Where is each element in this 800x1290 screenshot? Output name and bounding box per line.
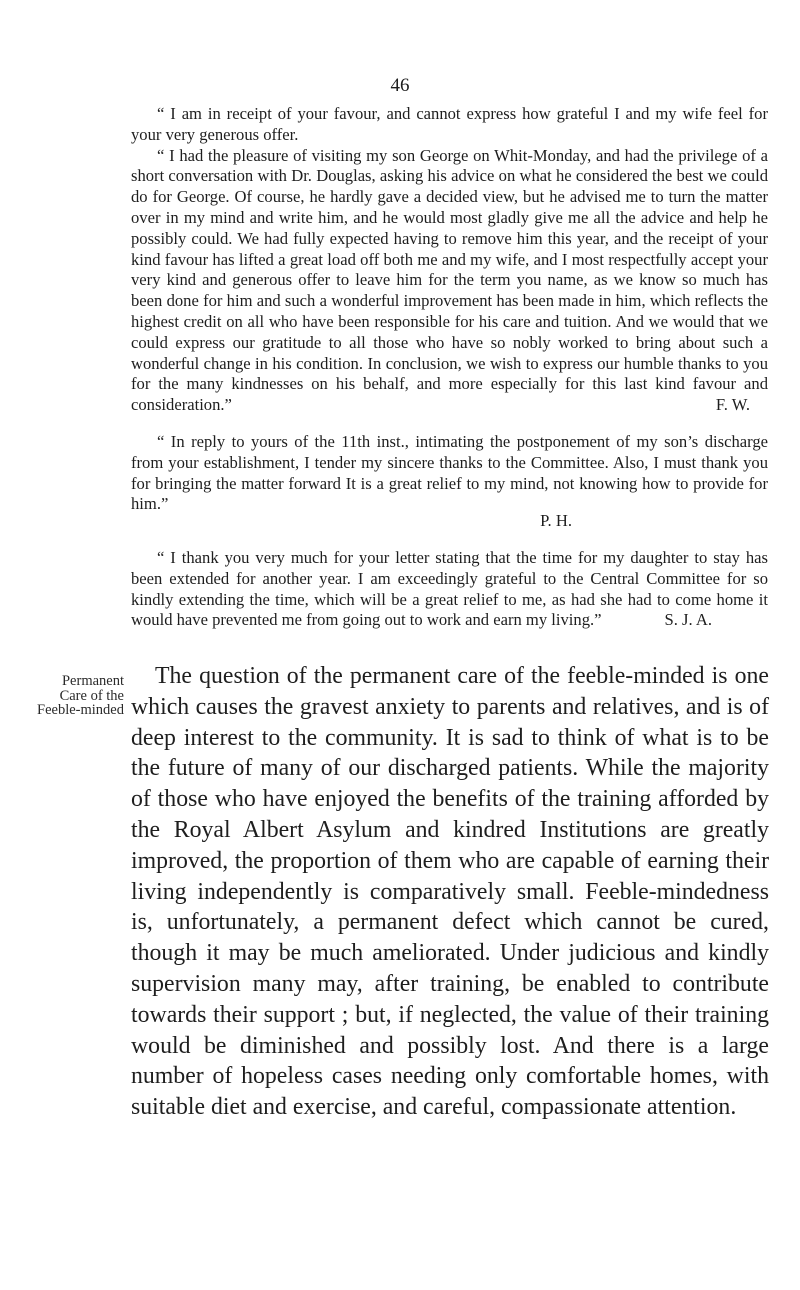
sidenote-line: Care of the: [59, 687, 124, 704]
letter-sja: [131, 548, 768, 631]
letter-ph: [131, 432, 768, 532]
letter-fw: [131, 104, 768, 416]
sidenote-line: Permanent: [61, 673, 124, 689]
letter-paragraph: “ I had the pleasure of visiting my son George on Whit-Monday, and had the privilege of a short conversation with Dr. Douglas, asking his advice on what he considered the best we could do for George. Of course, he hardly gave a decided view, but he advised me to turn the matter over in my mind and write him, and he would most gladly give me all the advice and help he possibly could. We had fully expected having to remove him this year, and the receipt of your kind favour has lifted a great load off both me and my wife, and I most respectfully accept your very kind and generous offer to leave him for the term you name, as we know so much has been done for him and such a wonderful improvement has been made in him, which reflects the highest credit on all who have been responsible for his care and tuition. And we would that we could express our gratitude to all those who have so nobly worked to bring about such a wonderful change in his condition. In conclusion, we wish to express our humble thanks to you for the many kindnesses on his behalf, and more especially for this last kind favour and consideration.”: [131, 145, 768, 415]
letter-signature: S. J. A.: [664, 610, 712, 630]
letter-signature: F. W.: [715, 395, 750, 415]
letter-paragraph: “ I thank you very much for your letter stating that the time for my daughter to stay has been extended for another year. I am exceedingly grateful to the Central Committee for so kindly extending the time, which will be a great relief to me, as had she had to come home it would have prevented me from going out to work and earn my living.”: [131, 547, 768, 630]
section-paragraph: The question of the permanent care of the feeble-minded is one which causes the gravest anxiety to parents and relatives, and is of deep interest to the community. It is sad to think of what is to be the future of many of our discharged patients. While the majority of those who have enjoyed the benefits of the training afforded by the Royal Albert Asylum and kindred Institutions are greatly improved, the proportion of them who are capable of earning their living independently is comparatively small. Feeble-mindedness is, unfortunately, a permanent defect which cannot be cured, though it may be much ameliorated. Under judicious and kindly supervision many may, after training, be enabled to contribute towards their support ; but, if neglected, the value of their training would be diminished and possibly lost. And there is a large number of hopeless cases needing only comfortable homes, with suitable diet and exercise, and careful, compassionate attention.: [131, 663, 769, 1121]
letter-paragraph: “ In reply to yours of the 11th inst., intimating the postponement of my son’s discharge from your establishment, I tender my sincere thanks to the Committee. Also, I must thank you for bringing the matter forward It is a great relief to my mind, not knowing how to provide for him.”: [131, 431, 768, 514]
letter-signature: P. H.: [540, 511, 572, 531]
margin-sidenote: [4, 674, 124, 718]
letters-block: [131, 104, 768, 647]
page-number: 46: [390, 75, 410, 96]
sidenote-line: Feeble-minded: [37, 702, 124, 718]
letter-paragraph: “ I am in receipt of your favour, and cannot express how grateful I and my wife feel for your very generous offer.: [131, 104, 768, 144]
